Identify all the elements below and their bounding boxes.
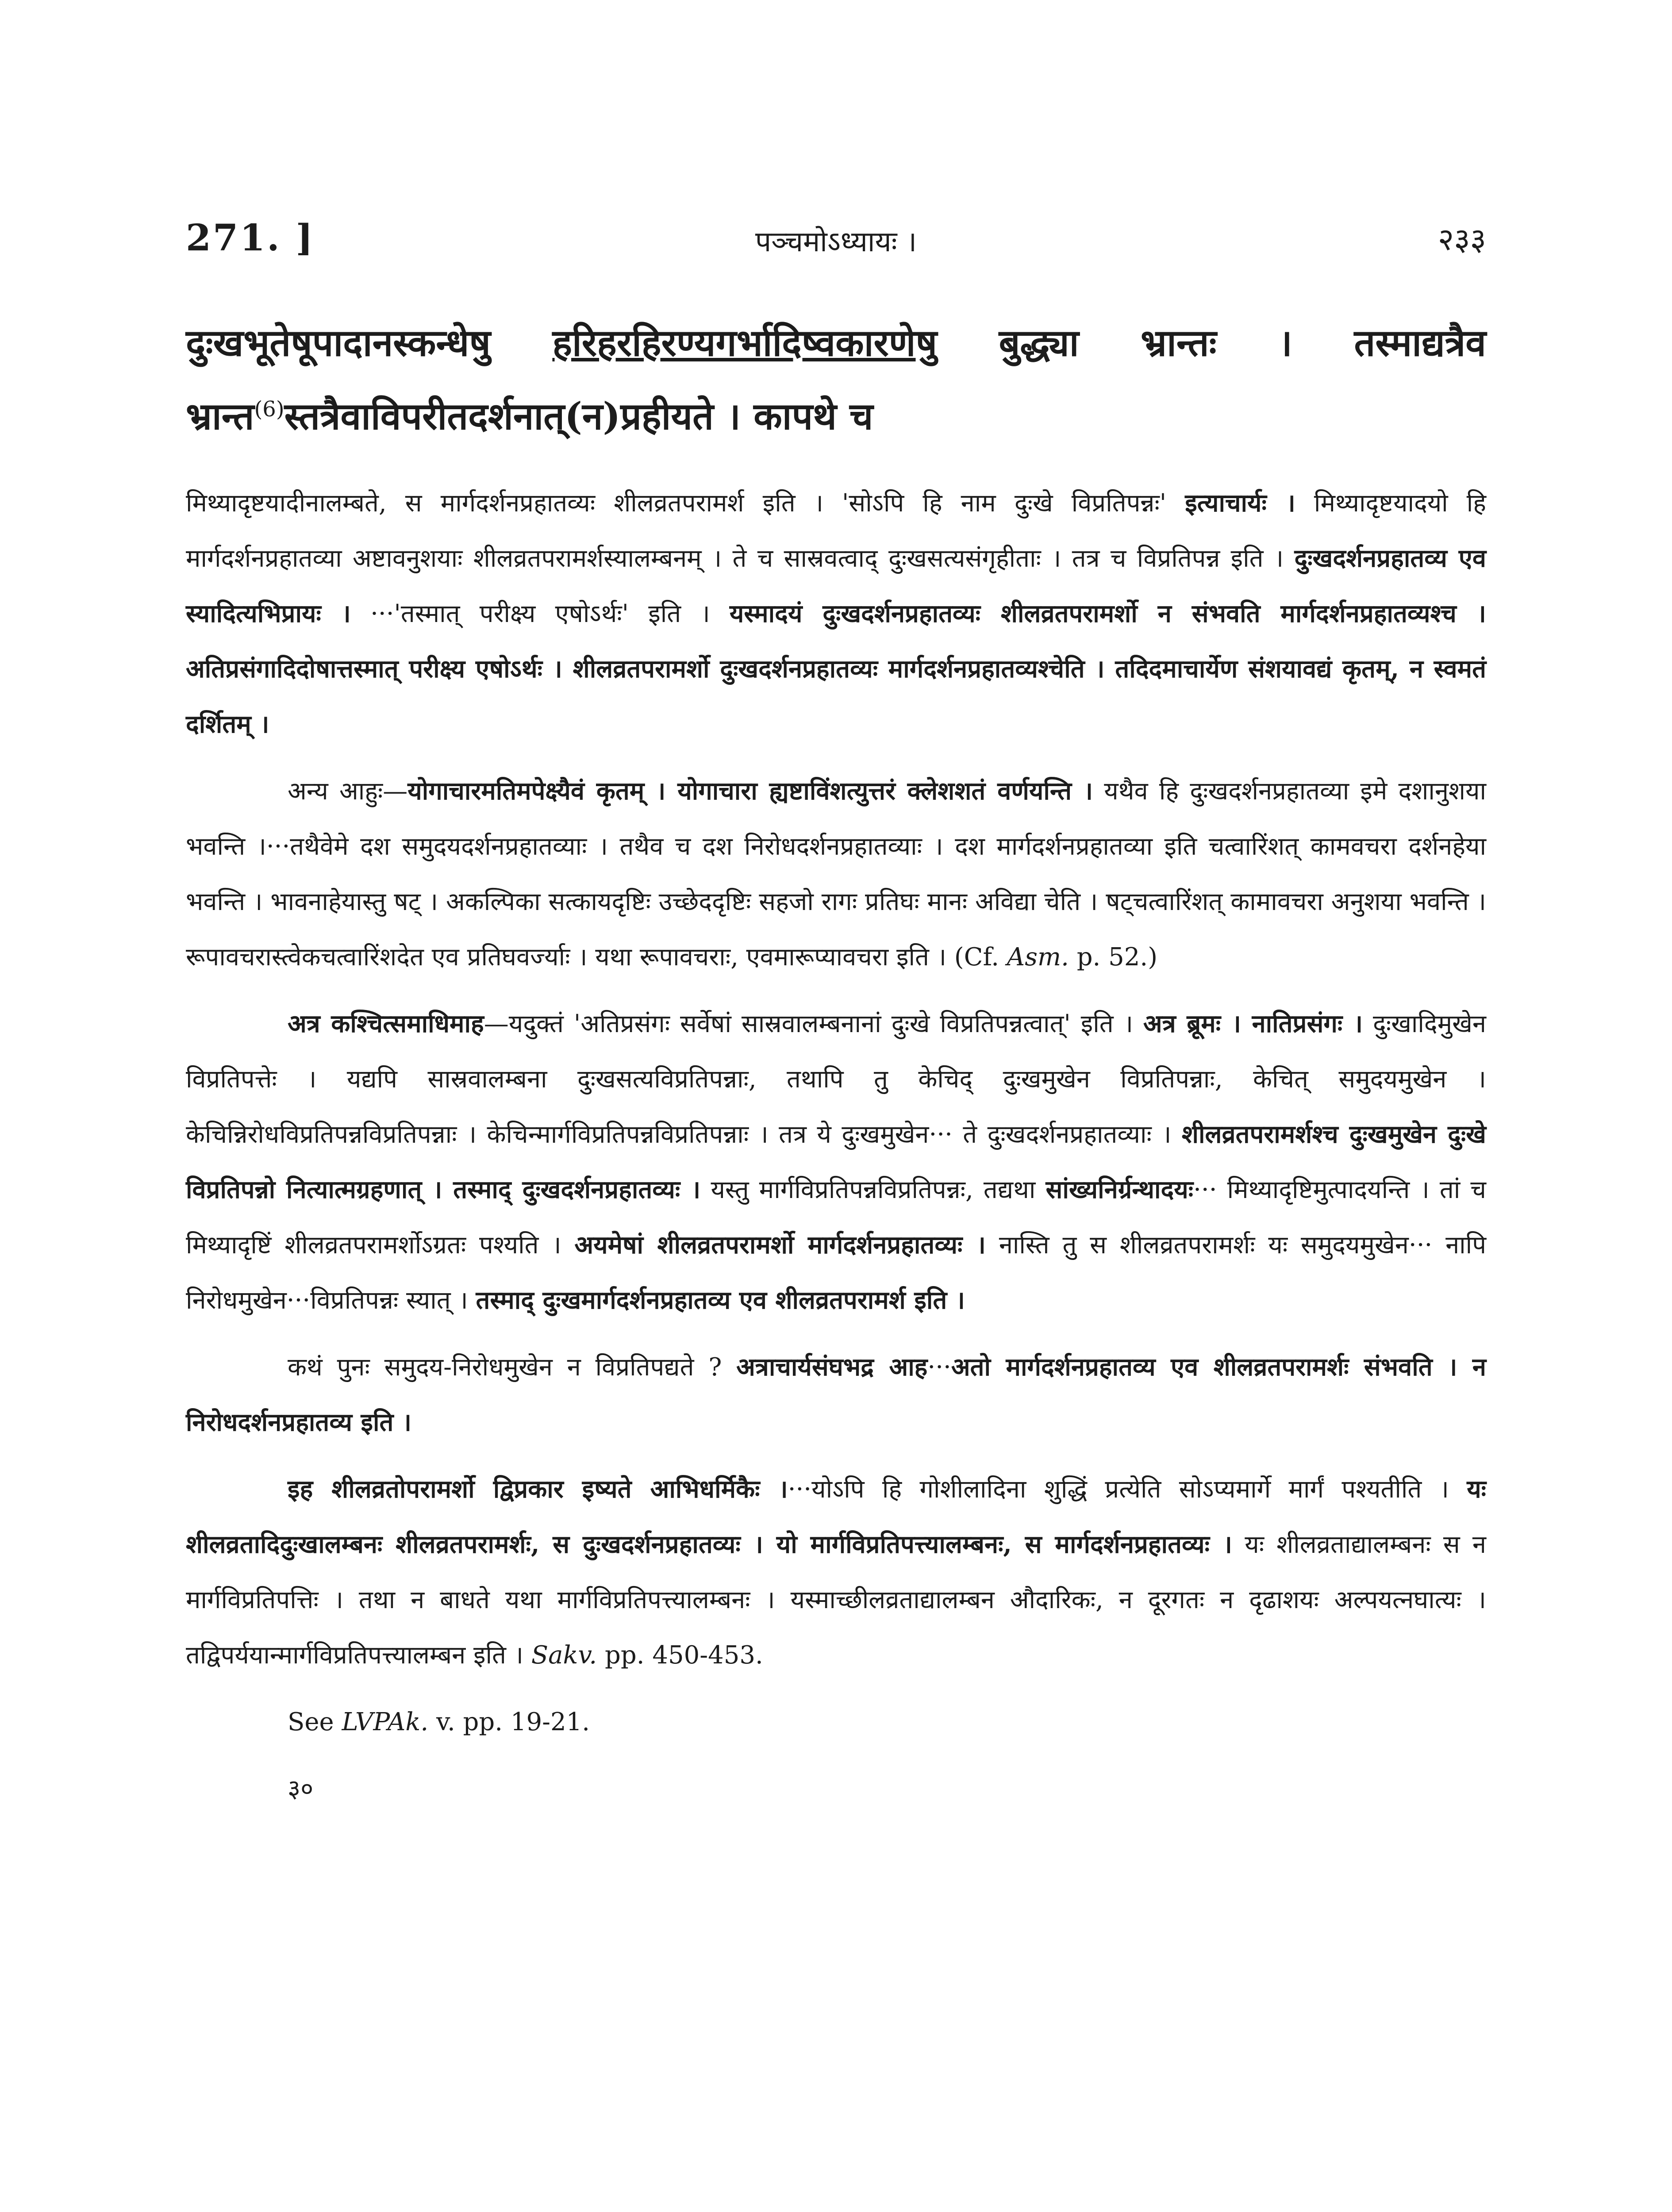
commentary-paragraph	[186, 764, 1486, 985]
text-run: ···	[927, 1353, 951, 1382]
commentary-paragraph	[186, 1462, 1486, 1683]
commentary	[186, 476, 1486, 1828]
italic-text: Sakv.	[531, 1641, 597, 1670]
text-run: यः शीलव्रताद्यालम्बनः स न मार्गविप्रतिपत्तिः । तथा न बाधते यथा मार्गविप्रतिपत्त्यालम्बनः । यस्माच्छीलव्रताद्यालम्बन औदारिकः, न दूरगतः न दृढाशयः अल्पयत्नघात्यः । तद्विपर्ययान्मार्गविप्रतिपत्त्यालम्बन इति ।	[186, 1530, 1486, 1670]
text-run: ···'तस्मात् परीक्ष्य एषोऽर्थः' इति ।	[350, 599, 730, 628]
italic-text: LVPAk.	[342, 1708, 429, 1736]
page-number-devanagari: २३३	[1438, 221, 1486, 257]
bold-text: तस्माद् दुःखमार्गदर्शनप्रहातव्य एव शीलव्रतपरामर्श इति ।	[476, 1286, 965, 1315]
text-run: —यदुक्तं 'अतिप्रसंगः सर्वेषां सास्रवालम्बनानां दुःखे विप्रतिपन्नत्वात्' इति ।	[484, 1010, 1143, 1038]
text-run: ···योऽपि हि गोशीलादिना शुद्धिं प्रत्येति सोऽप्यमार्गे मार्गं पश्यतीति ।	[788, 1475, 1467, 1504]
bold-text: इह शीलव्रतोपरामर्शो द्विप्रकार इष्यते आभिधर्मिकैः ।	[288, 1475, 788, 1504]
text-run: मिथ्यादृष्टयादीनालम्बते, स मार्गदर्शनप्रहातव्यः शीलव्रतपरामर्श इति । 'सोऽपि हि नाम दुःखे विप्रतिपन्नः'	[186, 489, 1185, 518]
italic-text: Asm.	[1007, 943, 1069, 972]
bold-text: अत्र कश्चित्समाधिमाह	[288, 1009, 484, 1038]
bold-text: इत्याचार्यः ।	[1185, 488, 1295, 518]
commentary-paragraph	[186, 476, 1486, 752]
text-run: दुःखादिमुखेन विप्रतिपत्तेः । यद्यपि सास्रवालम्बना दुःखसत्यविप्रतिपन्नाः, तथापि तु केचिद् दुःखमुखेन विप्रतिपन्नाः, केचित् समुदयमुखेन । केचिन्निरोधविप्रतिपन्नविप्रतिपन्नाः । केचिन्मार्गविप्रतिपन्नविप्रतिपन्नाः । तत्र ये दुःखमुखेन··· ते दुःखदर्शनप्रहातव्याः ।	[186, 1010, 1487, 1149]
commentary-paragraph	[186, 1340, 1486, 1450]
text-run: मिथ्यादृष्टयादयो हि मार्गदर्शनप्रहातव्या अष्टावनुशयाः शीलव्रतपरामर्शस्यालम्बनम् । ते च सास्रवत्वाद् दुःखसत्यसंगृहीताः । तत्र च विप्रतिपन्न इति ।	[186, 489, 1487, 573]
text-run: अन्य आहुः—	[288, 777, 408, 806]
sheet-mark: ३०	[288, 1774, 314, 1803]
see-reference	[186, 1694, 1486, 1750]
text-run: ··· मिथ्यादृष्टिमुत्पादयन्ति । तां च मिथ्यादृष्टिं शीलव्रतपरामर्शोऽग्रतः पश्यति ।	[186, 1175, 1486, 1260]
bold-text: अतो मार्गदर्शनप्रहातव्य एव शीलव्रतपरामर्शः संभवति । न निरोधदर्शनप्रहातव्य इति ।	[186, 1352, 1486, 1437]
root-text-underlined: हरिहरहिरण्यगर्भादिष्वकारणेषु	[552, 321, 938, 365]
bold-text: दुःखदर्शनप्रहातव्य एव स्यादित्यभिप्रायः ।	[186, 544, 1486, 628]
root-text-line2a: भ्रान्तः । तस्माद्यत्रैव भ्रान्त	[186, 321, 1487, 438]
root-verse	[186, 310, 1486, 449]
text-run: v. pp. 19-21.	[428, 1708, 590, 1736]
bold-text: योगाचारमतिमपेक्ष्यैवं कृतम् । योगाचारा ह्यष्टाविंशत्युत्तरं क्लेशशतं वर्णयन्ति ।	[407, 776, 1093, 806]
bold-text: शीलव्रतपरामर्शश्च दुःखमुखेन दुःखे विप्रतिपन्नो नित्यात्मग्रहणात् । तस्माद् दुःखदर्शनप्रहातव्यः ।	[186, 1120, 1486, 1204]
text-run: See	[288, 1708, 342, 1736]
root-text-line1a: दुःखभूतेषूपादानस्कन्धेषु	[186, 321, 553, 365]
bold-text: यः शीलव्रतादिदुःखालम्बनः शीलव्रतपरामर्शः, स दुःखदर्शनप्रहातव्यः । यो मार्गविप्रतिपत्त्यालम्बनः, स मार्गदर्शनप्रहातव्यः ।	[186, 1475, 1486, 1559]
text-run: p. 52.)	[1069, 943, 1158, 972]
footnote-marker: (6)	[254, 397, 284, 422]
text-run: यस्तु मार्गविप्रतिपन्नविप्रतिपन्नः, तद्यथा	[700, 1175, 1046, 1204]
root-text-line2b: स्तत्रैवाविपरीतदर्शनात्(न)प्रहीयते । कापथे च	[284, 394, 873, 438]
bold-text: अत्राचार्यसंघभद्र आह	[736, 1352, 928, 1382]
root-text-line1b: बुद्ध्या	[937, 321, 1141, 365]
text-run: कथं पुनः समुदय-निरोधमुखेन न विप्रतिपद्यते ?	[288, 1353, 737, 1382]
chapter-title: पञ्चमोऽध्यायः ।	[755, 226, 917, 258]
commentary-paragraph	[186, 996, 1486, 1328]
text-run: pp. 450-453.	[597, 1641, 763, 1670]
text-run: नास्ति तु स शीलव्रतपरामर्शः यः समुदयमुखेन··· नापि निरोधमुखेन···विप्रतिपन्नः स्यात् ।	[186, 1231, 1486, 1315]
bold-text: अत्र ब्रूमः । नातिप्रसंगः ।	[1143, 1009, 1363, 1038]
bold-text: सांख्यनिर्ग्रन्थादयः	[1045, 1175, 1194, 1204]
text-run: यथैव हि दुःखदर्शनप्रहातव्या इमे दशानुशया भवन्ति ।···तथैवेमे दश समुदयदर्शनप्रहातव्याः । तथैव च दश निरोधदर्शनप्रहातव्याः । दश मार्गदर्शनप्रहातव्या इति चत्वारिंशत् कामवचरा दर्शनहेया भवन्ति । भावनाहेयास्तु षट् । अकल्पिका सत्कायदृष्टिः उच्छेददृष्टिः सहजो रागः प्रतिघः मानः अविद्या चेति । षट्चत्वारिंशत् कामावचरा अनुशया भवन्ति । रूपावचरास्त्वेकचत्वारिंशदेत एव प्रतिघवर्ज्याः । यथा रूपावचराः, एवमारूप्यावचरा इति । (Cf.	[186, 777, 1486, 972]
bold-text: अयमेषां शीलव्रतपरामर्शो मार्गदर्शनप्रहातव्यः ।	[574, 1230, 986, 1260]
bold-text: यस्मादयं दुःखदर्शनप्रहातव्यः शीलव्रतपरामर्शो न संभवति मार्गदर्शनप्रहातव्यश्च । अतिप्रसंगादिदोषात्तस्मात् परीक्ष्य एषोऽर्थः । शीलव्रतपरामर्शो दुःखदर्शनप्रहातव्यः मार्गदर्शनप्रहातव्यश्चेति । तदिदमाचार्येण संशयावद्यं कृतम्, न स्वमतं दर्शितम् ।	[186, 599, 1486, 739]
page-number: 271. ]	[186, 217, 315, 259]
page-header	[186, 208, 1486, 270]
